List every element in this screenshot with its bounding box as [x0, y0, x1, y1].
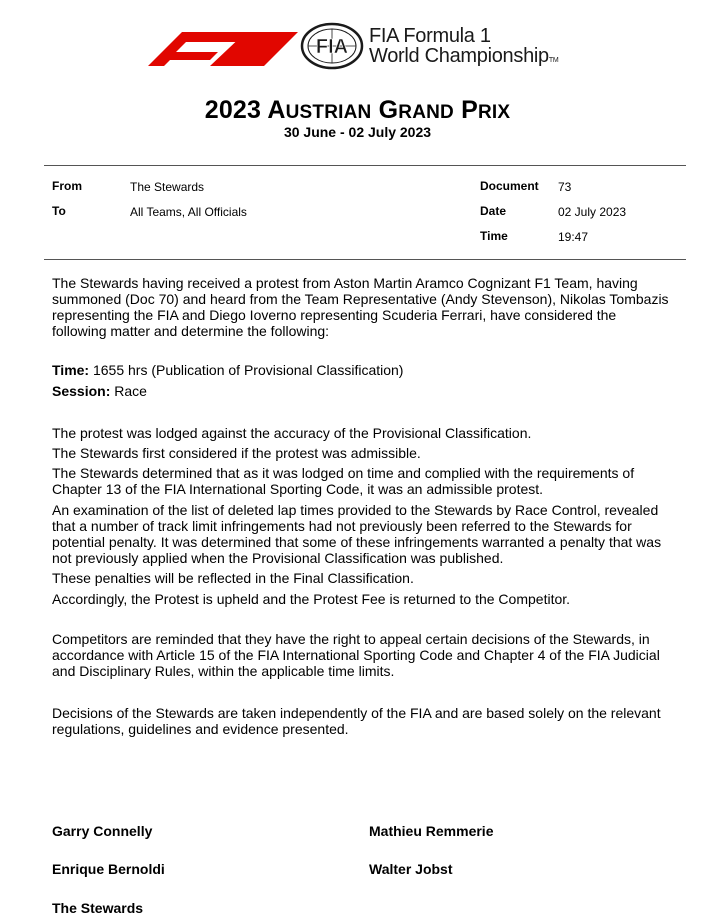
fia-logo-text: FIA	[315, 36, 349, 58]
steward-signature-2: Mathieu Remmerie	[369, 823, 494, 839]
steward-signature-4: Walter Jobst	[369, 861, 453, 877]
decision-paragraph-5: These penalties will be reflected in the Final Classification.	[52, 570, 414, 586]
championship-line2: World Championship	[369, 45, 549, 67]
steward-signature-3: Enrique Bernoldi	[52, 861, 165, 877]
decision-paragraph-2: The Stewards first considered if the protest was admissible.	[52, 445, 421, 461]
f1-logo-icon	[148, 26, 298, 66]
stewards-footer: The Stewards	[52, 900, 144, 916]
time-line-value: 1655 hrs (Publication of Provisional Classification)	[92, 362, 404, 378]
header-logos	[0, 18, 715, 78]
decision-paragraph-1: The protest was lodged against the accuracy of the Provisional Classification.	[52, 425, 532, 441]
session-line-value: Race	[114, 383, 147, 399]
to-label: To	[52, 204, 66, 218]
decision-paragraph-3: The Stewards determined that as it was lodged on time and complied with the requirements of Chapter 13 of the FIA International Sporting Code, it was an admissible protest.	[52, 465, 635, 497]
event-title-name: AUSTRIAN GRAND PRIX	[267, 96, 511, 124]
championship-line1: FIA Formula 1	[369, 25, 491, 47]
time-line-label: Time:	[52, 362, 90, 378]
event-dates: 30 June - 02 July 2023	[283, 124, 432, 140]
appeal-paragraph: Competitors are reminded that they have the right to appeal certain decisions of the Stewards, in accordance with Article 15 of the FIA International Sporting Code and Chapter 4 of the FIA Judicial and Disciplinary Rules, within the applicable time limits.	[52, 631, 660, 679]
time-value: 19:47	[558, 230, 589, 244]
event-title-year: 2023	[204, 96, 262, 124]
steward-signature-1: Garry Connelly	[52, 823, 153, 839]
document-value: 73	[558, 180, 572, 194]
to-value: All Teams, All Officials	[130, 205, 247, 219]
from-label: From	[52, 179, 82, 193]
fia-logo-icon	[300, 22, 364, 70]
date-label: Date	[480, 204, 507, 218]
championship-wordmark	[369, 26, 558, 71]
time-line	[52, 362, 672, 378]
document-label: Document	[480, 179, 539, 193]
independence-paragraph: Decisions of the Stewards are taken independently of the FIA and are based solely on the relevant regulations, guidelines and evidence presented.	[52, 705, 661, 737]
event-title	[0, 96, 715, 125]
from-value: The Stewards	[130, 180, 205, 194]
session-line-label: Session:	[52, 383, 111, 399]
date-value: 02 July 2023	[558, 205, 627, 219]
header-divider-bottom	[44, 259, 686, 260]
trademark-mark: TM	[548, 57, 559, 64]
time-label: Time	[480, 229, 508, 243]
decision-paragraph-4: An examination of the list of deleted lap times provided to the Stewards by Race Control, revealed that a number of track limit infringements had not previously been referred to the Stewards for potential penalty. It was determined that some of these infringements warranted a penalty that was not previously applied when the Provisional Classification was published.	[52, 502, 662, 566]
intro-paragraph: The Stewards having received a protest from Aston Martin Aramco Cognizant F1 Team, having summoned (Doc 70) and heard from the Team Representative (Andy Stevenson), Nikolas Tombazis representing the FIA and Diego Ioverno representing Scuderia Ferrari, have considered the following matter and determine the following:	[52, 275, 669, 339]
header-divider-top	[44, 165, 686, 166]
session-line	[52, 383, 672, 399]
decision-paragraph-6: Accordingly, the Protest is upheld and the Protest Fee is returned to the Competitor.	[52, 591, 571, 607]
